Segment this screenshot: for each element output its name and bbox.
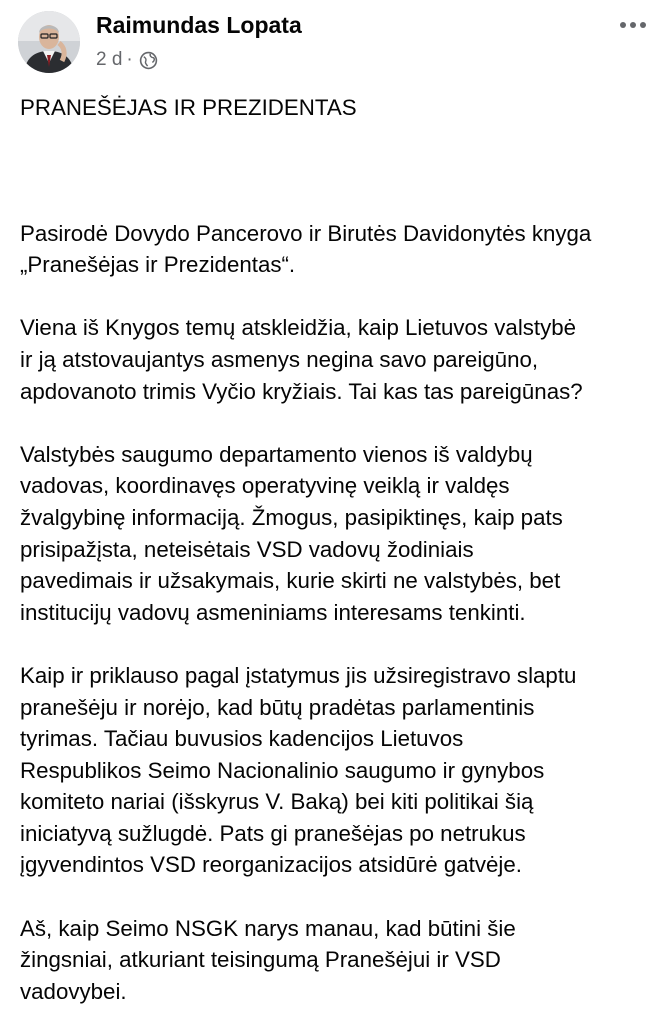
post-line: Valstybės saugumo departamento vienos iš valdybų [20, 441, 533, 467]
post-paragraph [20, 660, 650, 881]
post-line: įgyvendintos VSD reorganizacijos atsidūrė gatvėje. [20, 852, 522, 878]
post-meta [96, 49, 158, 71]
post-timestamp[interactable]: 2 d [96, 49, 123, 70]
post-line: vadovybei. [20, 978, 127, 1004]
post-title: PRANEŠĖJAS IR PREZIDENTAS [20, 95, 357, 120]
post-line: pavedimais ir užsakymais, kurie skirti ne valstybės, bet [20, 568, 561, 594]
post-line: Viena iš Knygos temų atskleidžia, kaip Lietuvos valstybė [20, 315, 577, 341]
globe-icon[interactable] [139, 51, 158, 70]
post-line: tyrimas. Tačiau buvusios kadencijos Lietuvos [20, 726, 464, 752]
post-line: apdovanoto trimis Vyčio kryžiais. Tai kas tas pareigūnas? [20, 378, 583, 404]
post-header [0, 0, 664, 86]
post-line: Pasirodė Dovydo Pancerovo ir Birutės Davidonytės knyga [20, 220, 592, 246]
post-line: „Pranešėjas ir Prezidentas“. [20, 252, 296, 278]
post-line: vadovas, koordinavęs operatyvinę veiklą ir valdęs [20, 473, 510, 499]
post-paragraph [20, 218, 650, 281]
author-name[interactable]: Raimundas Lopata [96, 12, 302, 38]
post-line: Aš, kaip Seimo NSGK narys manau, kad būtini šie [20, 915, 516, 941]
post-paragraph [20, 913, 650, 1008]
avatar[interactable] [18, 11, 80, 73]
post-line: žingsniai, atkuriant teisingumą Pranešėjui ir VSD [20, 947, 501, 973]
post-paragraph [20, 312, 650, 407]
post-line: pranešėju ir norėjo, kad būtų pradėtas parlamentinis [20, 694, 535, 720]
post-line: žvalgybinę informaciją. Žmogus, pasipiktinęs, kaip pats [20, 504, 563, 530]
post-line: institucijų vadovų asmeniniams interesams tenkinti. [20, 599, 526, 625]
meta-separator: · [126, 49, 133, 70]
post-line: komiteto nariai (išskyrus V. Baką) bei kiti politikai šią [20, 789, 534, 815]
post-line: iniciatyvą sužlugdė. Pats gi pranešėjas po netrukus [20, 820, 526, 846]
more-horizontal-icon [620, 22, 626, 28]
post-line: prisipažįsta, neteisėtais VSD vadovų žodiniais [20, 536, 474, 562]
post-paragraph [20, 439, 650, 629]
post-body [20, 92, 650, 1024]
post-line: Respublikos Seimo Nacionalinio saugumo ir gynybos [20, 757, 545, 783]
post-line: ir ją atstovaujantys asmenys negina savo pareigūno, [20, 346, 539, 372]
post-line: Kaip ir priklauso pagal įstatymus jis užsiregistravo slaptu [20, 662, 577, 688]
more-options-button[interactable] [616, 14, 650, 36]
